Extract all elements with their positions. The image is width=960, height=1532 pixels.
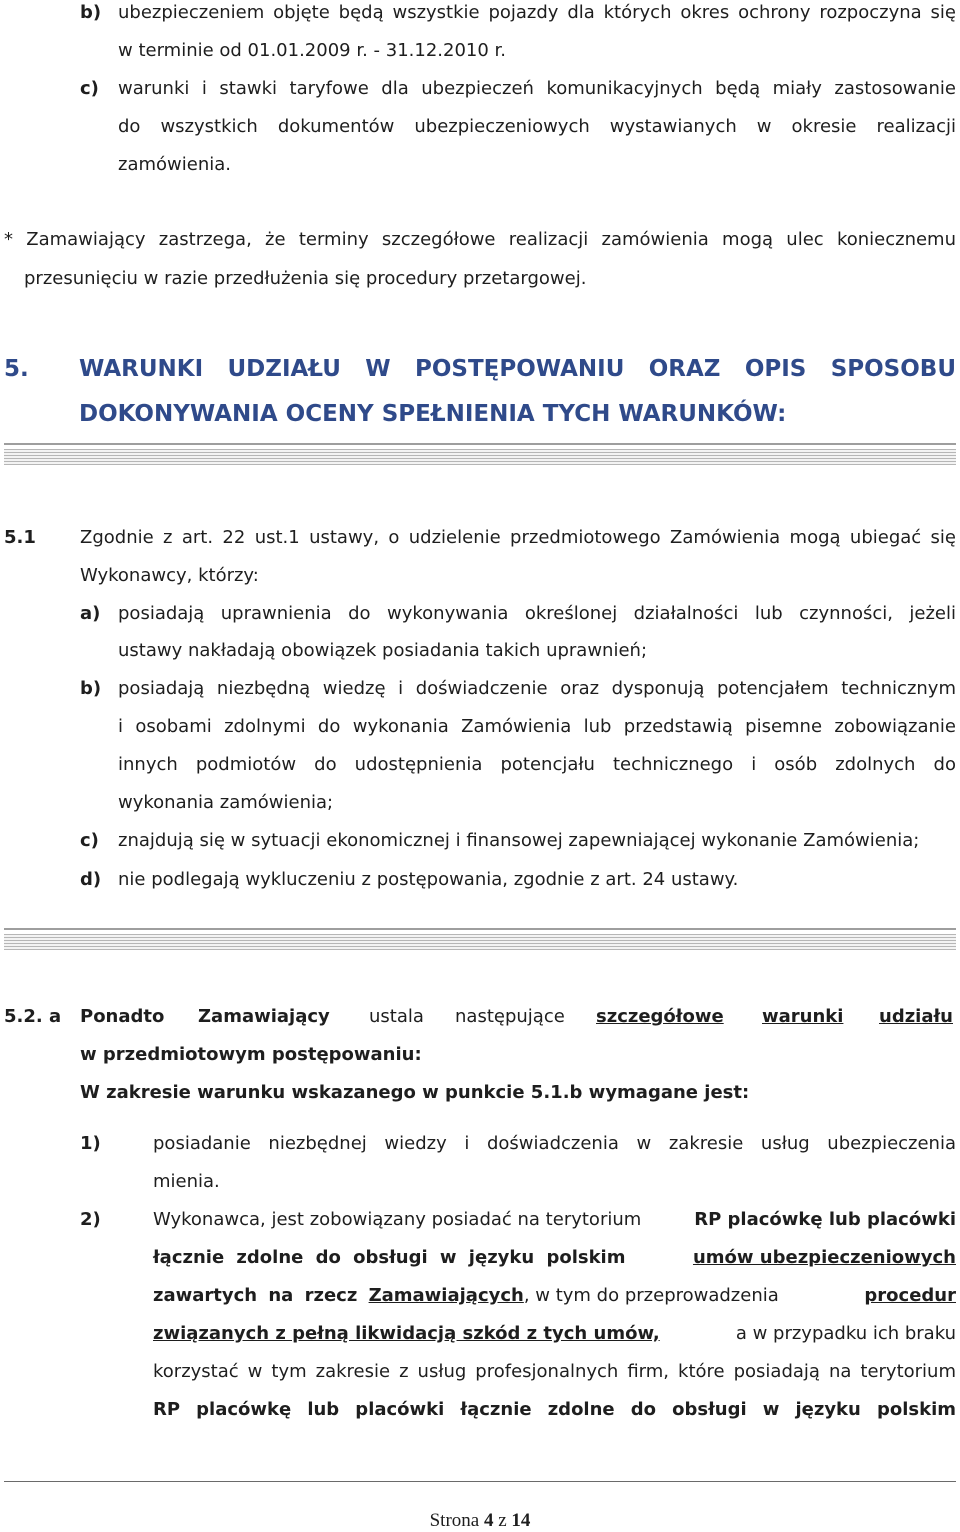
current-page: 4 bbox=[483, 1510, 494, 1531]
list-text-line: do wszystkich dokumentów ubezpieczeniowych wystawianych w okresie realizacji bbox=[118, 116, 956, 137]
list-text-line: wykonania zamówienia; bbox=[118, 792, 334, 813]
text-span: , w tym do przeprowadzenia bbox=[523, 1285, 779, 1306]
text-span: Wykonawca, jest zobowiązany posiadać na terytorium bbox=[153, 1209, 642, 1230]
section-number: 5. bbox=[4, 356, 29, 382]
paragraph-line: w przedmiotowym postępowaniu: bbox=[80, 1044, 422, 1065]
list-text-line bbox=[153, 1285, 956, 1307]
list-text-line: warunki i stawki taryfowe dla ubezpieczeń komunikacyjnych będą miały zastosowanie bbox=[118, 78, 956, 99]
list-text-line: zamówienia. bbox=[118, 154, 231, 175]
text-span: zawartych na rzecz bbox=[153, 1285, 369, 1306]
list-text-line bbox=[153, 1247, 956, 1269]
text-span: udziału bbox=[879, 1006, 953, 1027]
list-label: c) bbox=[80, 78, 99, 99]
list-label: c) bbox=[80, 830, 99, 851]
list-text-line: ubezpieczeniem objęte będą wszystkie pojazdy dla których okres ochrony rozpoczyna się bbox=[118, 2, 956, 23]
list-label: b) bbox=[80, 2, 102, 23]
subsection-number: 5.1 bbox=[4, 527, 36, 548]
total-pages: 14 bbox=[511, 1510, 531, 1531]
list-text-line bbox=[153, 1209, 956, 1231]
footer-prefix: Strona bbox=[429, 1510, 484, 1531]
text-span: Zamawiający bbox=[198, 1006, 330, 1027]
paragraph-line: Wykonawcy, którzy: bbox=[80, 565, 259, 586]
list-text-line: i osobami zdolnymi do wykonania Zamówienia lub przedstawią pisemne zobowiązanie bbox=[118, 716, 956, 737]
page-number-footer bbox=[0, 1510, 960, 1532]
list-label: d) bbox=[80, 869, 102, 890]
text-span: łącznie zdolne do obsługi w języku polskim bbox=[153, 1247, 626, 1268]
text-span: warunki bbox=[762, 1006, 844, 1027]
list-text-line: innych podmiotów do udostępnienia potencjału technicznego i osób zdolnych do bbox=[118, 754, 956, 775]
note-text-line: przesunięciu w razie przedłużenia się procedury przetargowej. bbox=[24, 268, 587, 289]
list-text-line: nie podlegają wykluczeniu z postępowania, zgodnie z art. 24 ustawy. bbox=[118, 869, 739, 890]
list-label: 2) bbox=[80, 1209, 101, 1230]
footer-rule bbox=[4, 1481, 956, 1482]
section-title: DOKONYWANIA OCENY SPEŁNIENIA TYCH WARUNKÓW: bbox=[79, 401, 787, 427]
note-text-line: * Zamawiający zastrzega, że terminy szczegółowe realizacji zamówienia mogą ulec koniecznemu bbox=[4, 229, 956, 250]
text-span: związanych z pełną likwidacją szkód z tych umów, bbox=[153, 1323, 660, 1344]
list-label: a) bbox=[80, 603, 101, 624]
subsection-number: 5.2. a bbox=[4, 1006, 62, 1027]
text-span: ustala bbox=[369, 1006, 424, 1027]
text-span: RP placówkę lub placówki bbox=[694, 1209, 956, 1230]
text-span: procedur bbox=[864, 1285, 956, 1306]
list-text-line: znajdują się w sytuacji ekonomicznej i finansowej zapewniającej wykonanie Zamówienia; bbox=[118, 830, 920, 851]
list-text-line: korzystać w tym zakresie z usług profesjonalnych firm, które posiadają na terytorium bbox=[153, 1361, 956, 1382]
section-title: WARUNKI UDZIAŁU W POSTĘPOWANIU ORAZ OPIS SPOSOBU bbox=[79, 356, 956, 382]
paragraph-line: W zakresie warunku wskazanego w punkcie 5.1.b wymagane jest: bbox=[80, 1082, 750, 1103]
paragraph-line: Zgodnie z art. 22 ust.1 ustawy, o udzielenie przedmiotowego Zamówienia mogą ubiegać się bbox=[80, 527, 956, 548]
list-label: b) bbox=[80, 678, 102, 699]
list-text-line bbox=[153, 1323, 956, 1345]
text-span: Ponadto bbox=[80, 1006, 165, 1027]
list-text-line: w terminie od 01.01.2009 r. - 31.12.2010 r. bbox=[118, 40, 507, 61]
text-span: szczegółowe bbox=[596, 1006, 724, 1027]
text-span: a w przypadku ich braku bbox=[735, 1323, 956, 1344]
list-text-line: ustawy nakładają obowiązek posiadania takich uprawnień; bbox=[118, 640, 648, 661]
footer-middle: z bbox=[493, 1510, 512, 1531]
text-span: umów ubezpieczeniowych bbox=[692, 1247, 956, 1268]
list-text-line: RP placówkę lub placówki łącznie zdolne do obsługi w języku polskim bbox=[153, 1399, 956, 1420]
text-span: Zamawiających bbox=[368, 1285, 524, 1306]
list-label: 1) bbox=[80, 1133, 101, 1154]
list-text-line: posiadanie niezbędnej wiedzy i doświadczenia w zakresie usług ubezpieczenia bbox=[153, 1133, 956, 1154]
list-text-line: posiadają uprawnienia do wykonywania określonej działalności lub czynności, jeżeli bbox=[118, 603, 956, 624]
list-text-line: posiadają niezbędną wiedzę i doświadczenie oraz dysponują potencjałem technicznym bbox=[118, 678, 956, 699]
text-span: następujące bbox=[455, 1006, 565, 1027]
list-text-line: mienia. bbox=[153, 1171, 220, 1192]
